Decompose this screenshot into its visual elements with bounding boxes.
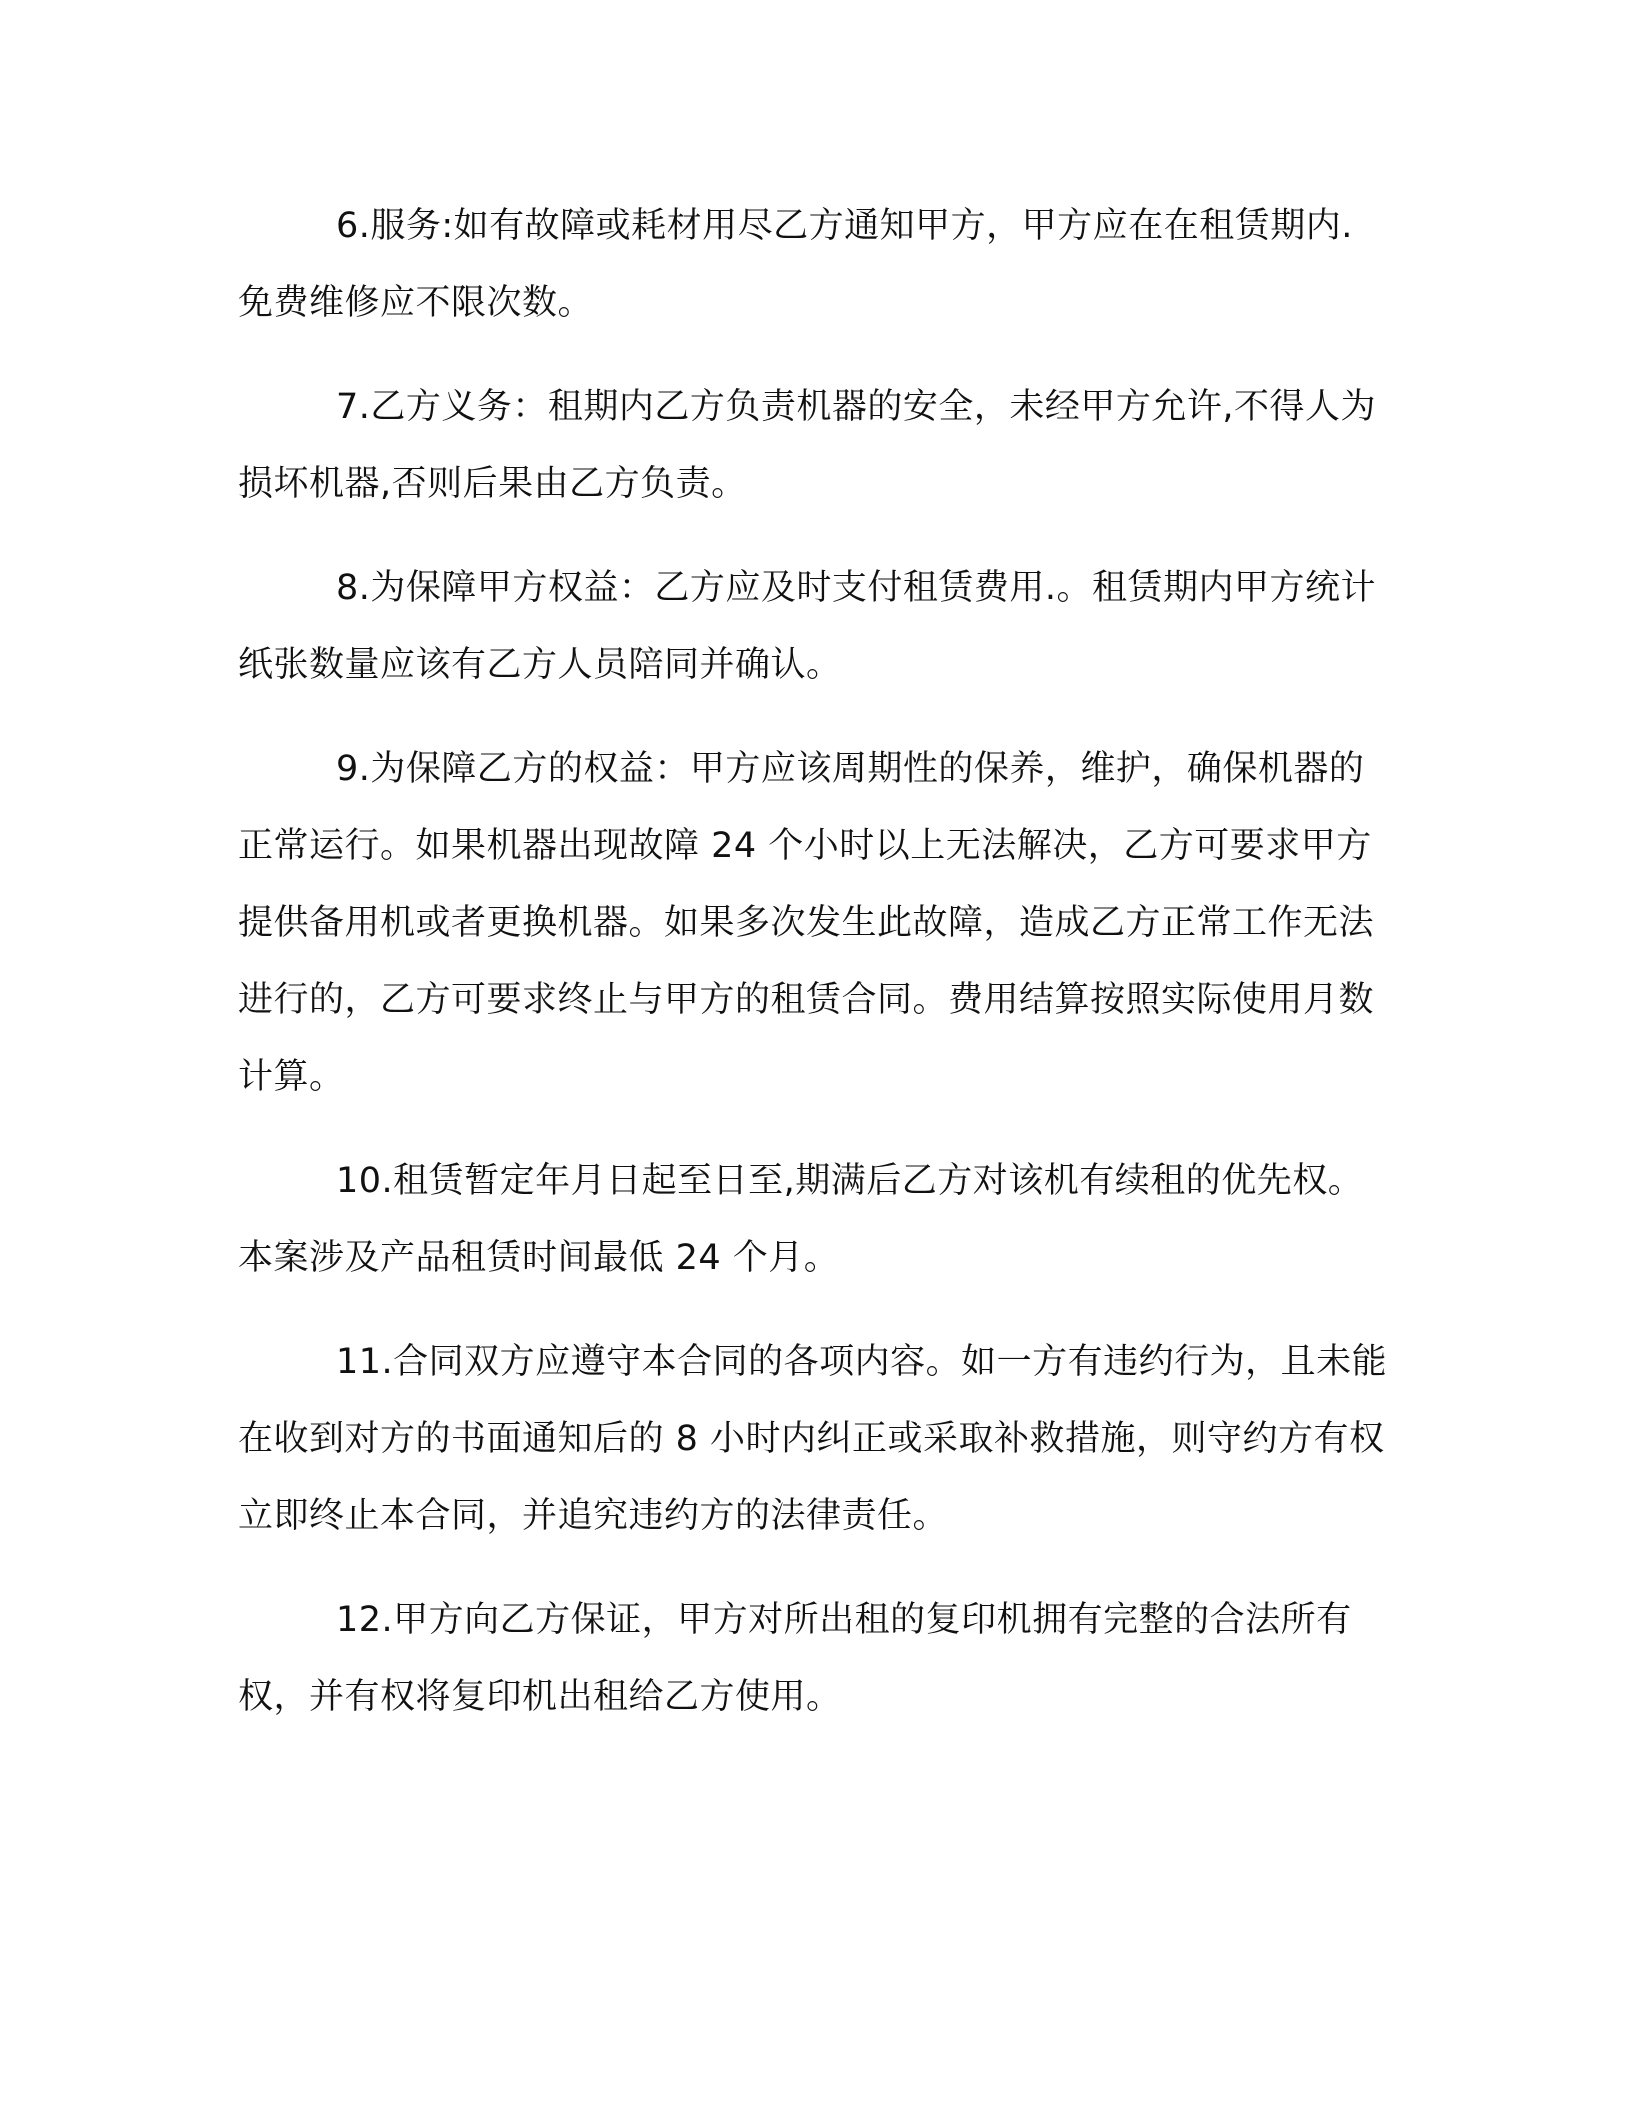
clause-6: 6.服务:如有故障或耗材用尽乙方通知甲方，甲方应在在租赁期内.免费维修应不限次数。 <box>238 206 1353 323</box>
clause-10: 10.租赁暂定年月日起至日至,期满后乙方对该机有续租的优先权。本案涉及产品租赁时间最低 24 个月。 <box>238 1161 1364 1278</box>
clause-7: 7.乙方义务：租期内乙方负责机器的安全，未经甲方允许,不得人为损坏机器,否则后果由乙方负责。 <box>238 387 1377 504</box>
clause-8: 8.为保障甲方权益：乙方应及时支付租赁费用.。租赁期内甲方统计纸张数量应该有乙方人员陪同并确认。 <box>238 568 1377 685</box>
contract-body <box>238 188 1388 1763</box>
clause-12: 12.甲方向乙方保证，甲方对所出租的复印机拥有完整的合法所有权，并有权将复印机出租给乙方使用。 <box>238 1600 1352 1717</box>
clause-11: 11.合同双方应遵守本合同的各项内容。如一方有违约行为，且未能在收到对方的书面通知后的 8 小时内纠正或采取补救措施，则守约方有权立即终止本合同，并追究违约方的法律责任。 <box>238 1342 1388 1536</box>
clause-9: 9.为保障乙方的权益：甲方应该周期性的保养，维护，确保机器的正常运行。如果机器出现故障 24 个小时以上无法解决，乙方可要求甲方提供备用机或者更换机器。如果多次发生此故障，造成乙方正常工作无法进行的，乙方可要求终止与甲方的租赁合同。费用结算按照实际使用月数计算。 <box>238 749 1375 1097</box>
